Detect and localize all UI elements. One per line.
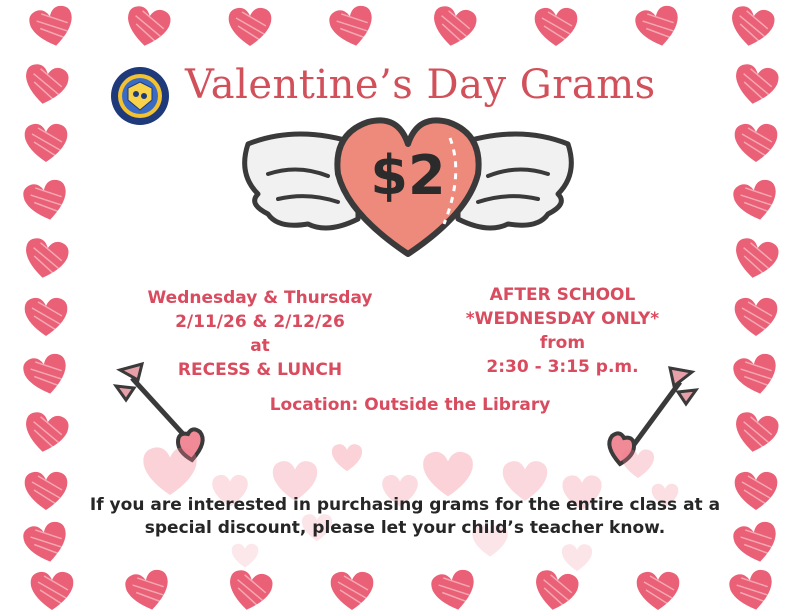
border-heart-icon: [634, 568, 682, 612]
border-heart-icon: [22, 178, 70, 222]
border-heart-icon: [430, 4, 478, 48]
footer-line-1: If you are interested in purchasing grams for the entire class at a: [89, 495, 721, 515]
border-heart-icon: [732, 352, 780, 396]
bokeh-heart-icon: [230, 540, 260, 570]
border-heart-icon: [28, 568, 76, 612]
border-heart-icon: [732, 62, 780, 106]
schedule-times: RECESS & LUNCH: [177, 360, 343, 380]
border-heart-icon: [732, 294, 780, 338]
footer-line-2: special discount, please let your child’s teacher know.: [144, 518, 666, 538]
border-heart-icon: [226, 568, 274, 612]
location-text: Location: Outside the Library: [269, 395, 551, 415]
border-heart-icon: [226, 4, 274, 48]
border-heart-icon: [328, 4, 376, 48]
bokeh-heart-icon: [560, 540, 594, 574]
price-label: $2: [370, 144, 446, 207]
schedule-dates: 2/11/26 & 2/12/26: [175, 312, 345, 332]
border-heart-icon: [532, 4, 580, 48]
border-heart-icon: [732, 178, 780, 222]
bokeh-heart-icon: [140, 440, 200, 500]
border-heart-icon: [634, 4, 682, 48]
from-label: from: [539, 333, 586, 353]
wednesday-only-label: *WEDNESDAY ONLY*: [465, 309, 660, 329]
border-heart-icon: [328, 568, 376, 612]
border-heart-icon: [430, 568, 478, 612]
border-heart-icon: [22, 468, 70, 512]
school-logo: [110, 66, 170, 126]
border-heart-icon: [124, 568, 172, 612]
border-heart-icon: [732, 468, 780, 512]
footer-note: [85, 494, 725, 540]
winged-heart-price: [238, 104, 578, 264]
border-heart-icon: [22, 62, 70, 106]
border-heart-icon: [22, 410, 70, 454]
after-school-time: 2:30 - 3:15 p.m.: [486, 357, 639, 377]
border-heart-icon: [22, 294, 70, 338]
page-title: Valentine’s Day Grams: [185, 62, 656, 108]
border-heart-icon: [22, 120, 70, 164]
border-heart-icon: [22, 236, 70, 280]
school-seal-icon: [110, 66, 170, 126]
border-heart-icon: [28, 4, 76, 48]
border-heart-icon: [732, 236, 780, 280]
bokeh-heart-icon: [620, 445, 656, 481]
border-heart-icon: [22, 352, 70, 396]
bokeh-heart-icon: [420, 445, 476, 501]
border-heart-icon: [732, 410, 780, 454]
schedule-days: Wednesday & Thursday: [147, 288, 373, 308]
after-school-label: AFTER SCHOOL: [489, 285, 636, 305]
border-heart-icon: [22, 520, 70, 564]
border-heart-icon: [732, 120, 780, 164]
border-heart-icon: [124, 4, 172, 48]
bokeh-heart-icon: [330, 440, 364, 474]
border-heart-icon: [728, 568, 776, 612]
border-heart-icon: [728, 4, 776, 48]
schedule-at: at: [250, 336, 270, 356]
border-heart-icon: [532, 568, 580, 612]
border-heart-icon: [732, 520, 780, 564]
